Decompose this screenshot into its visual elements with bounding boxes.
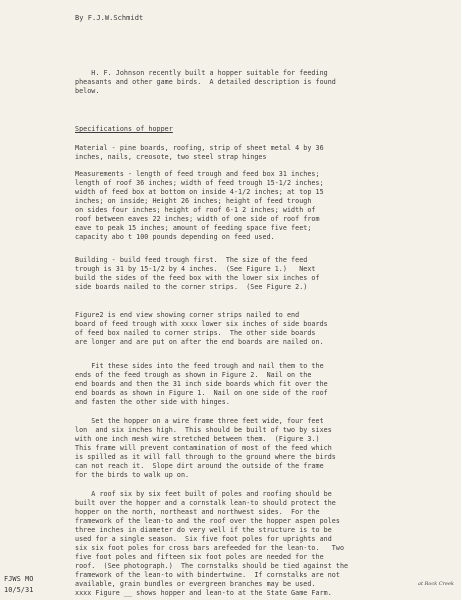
building-line-3: build the sides of the feed box with the lower six inches of: [75, 274, 320, 282]
measurements-line-8: capacity abo t 100 pounds depending on feed used.: [75, 233, 275, 241]
measurements-line-5: on sides four inches; height of roof 6-1 2 inches; width of: [75, 206, 316, 214]
intro-line-2: pheasants and other game birds. A detailed description is found: [75, 78, 336, 86]
fit-line-1: Fit these sides into the feed trough and nail them to the: [75, 362, 324, 370]
building-line-1: Building - build feed trough first. The size of the feed: [75, 256, 308, 264]
roof-line-1: A roof six by six feet built of poles and roofing should be: [75, 490, 332, 498]
building-line-2: trough is 31 by 15-1/2 by 4 inches. (See Figure 1.) Next: [75, 265, 316, 273]
measurements-line-1: Measurements - length of feed trough and feed box 31 inches;: [75, 170, 320, 178]
intro-line-1: H. F. Johnson recently built a hopper suitable for feeding: [75, 69, 328, 77]
intro-line-3: below.: [75, 87, 100, 95]
roof-line-6: used for a single season. Six five foot poles for uprights and: [75, 535, 332, 543]
set-line-5: is spilled as it will fall through to the ground where the birds: [75, 453, 336, 461]
roof-line-10: framework of the lean-to with bindertwine. If cornstalks are not: [75, 571, 340, 579]
material-line-1: Material - pine boards, roofing, strip of sheet metal 4 by 36: [75, 144, 324, 152]
measurements-line-4: inches; on inside; Height 26 inches; height of feed trough: [75, 197, 312, 205]
footer-initials: FJWS MO: [4, 575, 34, 583]
figure2-line-3: of feed box nailed to corner strips. The other side boards: [75, 329, 316, 337]
roof-line-8: five foot poles and fifteen six foot poles are needed for the: [75, 553, 324, 561]
fit-line-4: end boards as shown in Figure 1. Nail on one side of the roof: [75, 389, 328, 397]
figure2-line-1: Figure2 is end view showing corner strips nailed to end: [75, 311, 300, 319]
set-line-6: can not reach it. Slope dirt around the outside of the frame: [75, 462, 324, 470]
figure2-line-2: board of feed trough with xxxx lower six inches of side boards: [75, 320, 328, 328]
footer-date: 10/5/31: [4, 586, 34, 594]
fit-line-5: and fasten the other side with hinges.: [75, 398, 230, 406]
roof-line-12: xxxx Figure __ shows hopper and lean-to at the State Game Farm.: [75, 589, 332, 597]
roof-line-4: framework of the lean-to and the roof over the hopper aspen poles: [75, 517, 340, 525]
building-line-4: side boards nailed to the corner strips. (See Figure 2.): [75, 283, 308, 291]
roof-line-2: built over the hopper and a cornstalk lean-to should protect the: [75, 499, 336, 507]
measurements-line-3: width of feed box at bottom on inside 4-1/2 inches; at top 15: [75, 188, 324, 196]
set-line-4: This frame will prevent contamination of most of the feed which: [75, 444, 332, 452]
measurements-line-2: length of roof 36 inches; width of feed trough 15-1/2 inches;: [75, 179, 324, 187]
roof-line-7: six six foot poles for cross bars arefeeded for the lean-to. Two: [75, 544, 345, 552]
set-line-2: lon and six inches high. This should be built of two by sixes: [75, 426, 332, 434]
byline: By F.J.W.Schmidt: [75, 14, 144, 22]
set-line-3: with one inch mesh wire stretched between them. (Figure 3.): [75, 435, 320, 443]
fit-line-3: end boards and then the 31 inch side boards which fit over the: [75, 380, 328, 388]
set-line-1: Set the hopper on a wire frame three feet wide, four feet: [75, 417, 324, 425]
roof-line-3: hopper on the north, northeast and northwest sides. For the: [75, 508, 320, 516]
specifications-heading: Specifications of hopper: [75, 125, 173, 133]
measurements-line-6: roof between eaves 22 inches; width of one side of roof from: [75, 215, 320, 223]
roof-line-11: available, grain bundles or evergreen branches may be used.: [75, 580, 316, 588]
set-line-7: for the birds to walk up on.: [75, 471, 190, 479]
roof-line-9: roof. (See photograph.) The cornstalks should be tied against the: [75, 562, 349, 570]
measurements-line-7: eave to peak 15 inches; amount of feeding space five feet;: [75, 224, 312, 232]
roof-line-5: three inches in diameter do very well if the structure is to be: [75, 526, 332, 534]
material-line-2: inches, nails, creosote, two steel strap hinges: [75, 153, 267, 161]
fit-line-2: ends of the feed trough as shown in Figure 2. Nail on the: [75, 371, 312, 379]
figure2-line-4: are longer and are put on after the end boards are nailed on.: [75, 338, 324, 346]
handwritten-note: at Rock Creek: [418, 581, 454, 587]
